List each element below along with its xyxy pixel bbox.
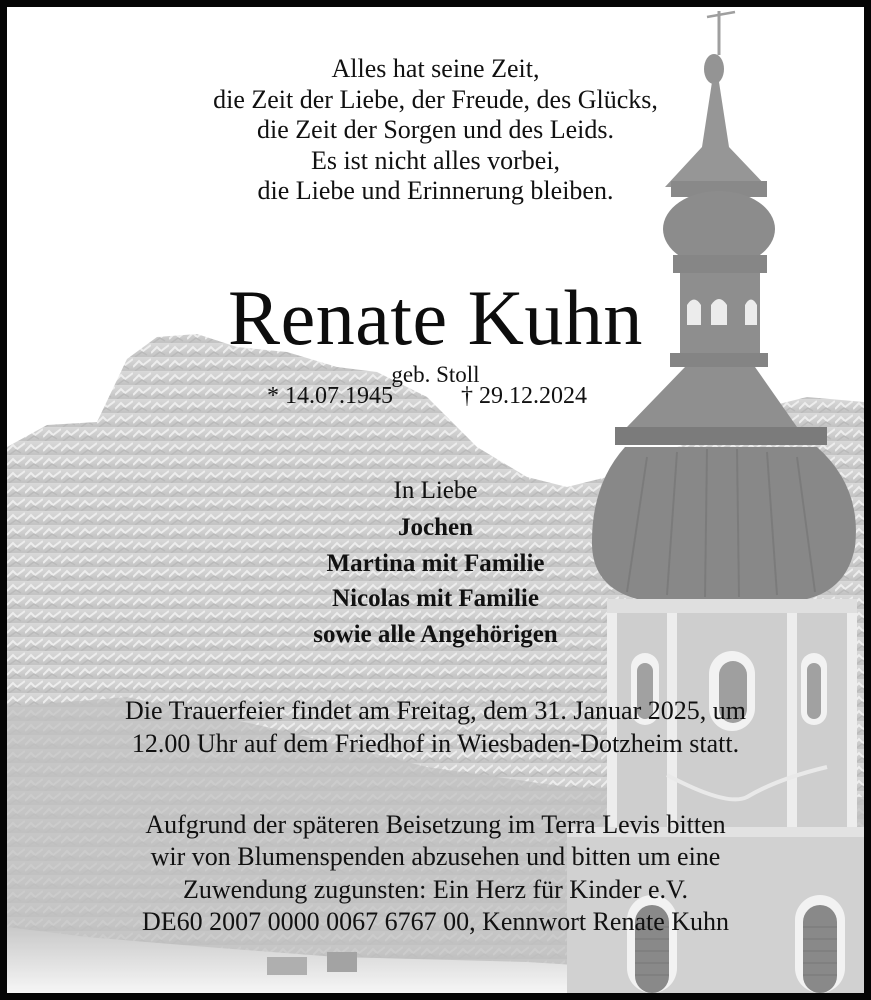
poem-line: die Zeit der Sorgen und des Leids. <box>257 115 614 144</box>
obituary-card <box>7 7 864 993</box>
maiden-name: geb. Stoll <box>391 362 480 387</box>
mourner-name: Martina mit Familie <box>326 549 545 577</box>
poem-line: die Zeit der Liebe, der Freude, des Glücks, <box>213 84 658 114</box>
birth-date: * 14.07.1945 <box>267 383 393 409</box>
donation-line: Zuwendung zugunsten: Ein Herz für Kinder e.V. <box>183 874 688 904</box>
mourners-intro: In Liebe <box>393 477 478 504</box>
service-line: 12.00 Uhr auf dem Friedhof in Wiesbaden-Dotzheim statt. <box>131 728 740 758</box>
donation-iban-line: DE60 2007 0000 0067 6767 00, Kennwort Renate Kuhn <box>141 906 730 936</box>
mourner-name: Jochen <box>398 514 473 541</box>
memorial-poem <box>7 54 864 207</box>
poem-line: die Liebe und Erinnerung bleiben. <box>257 176 614 205</box>
death-date: † 29.12.2024 <box>461 383 587 409</box>
donation-notice <box>7 809 864 938</box>
mourner-name: sowie alle Angehörigen <box>313 620 558 648</box>
mourners-list <box>7 510 864 652</box>
deceased-name: Renate Kuhn <box>228 274 643 361</box>
poem-line: Alles hat seine Zeit, <box>331 54 540 83</box>
service-line: Die Trauerfeier findet am Freitag, dem 31. Januar 2025, um <box>125 696 746 725</box>
poem-line: Es ist nicht alles vorbei, <box>310 145 561 175</box>
donation-line: wir von Blumenspenden abzusehen und bitten um eine <box>150 842 721 872</box>
funeral-service-notice <box>7 695 864 760</box>
mourner-name: Nicolas mit Familie <box>332 585 539 612</box>
donation-line: Aufgrund der späteren Beisetzung im Terra Levis bitten <box>145 810 726 839</box>
